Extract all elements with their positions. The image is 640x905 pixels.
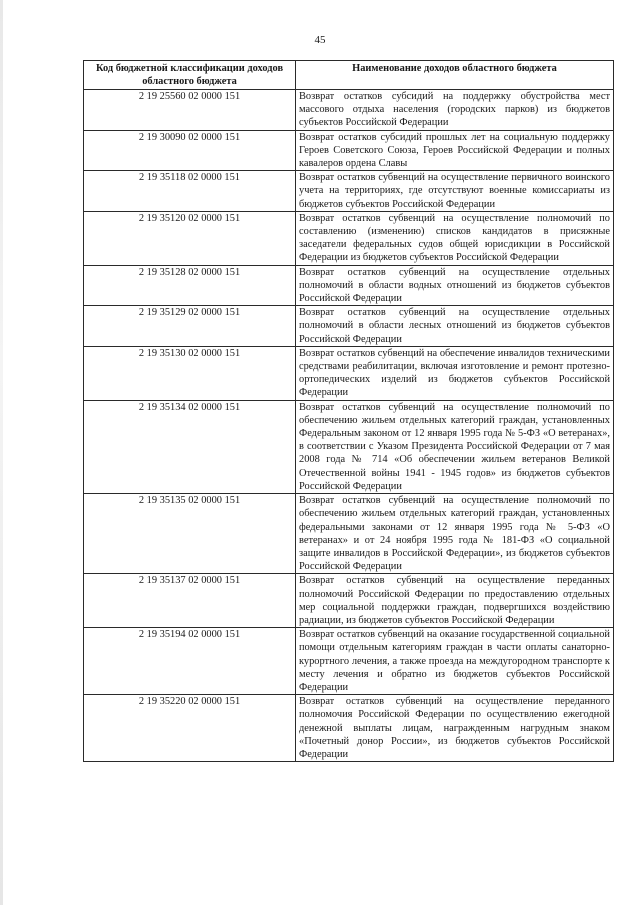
- table-row: [84, 400, 614, 493]
- table-row: [84, 265, 614, 306]
- budget-revenue-table: [83, 60, 614, 762]
- table-header-row: [84, 61, 614, 90]
- code-cell: 2 19 35134 02 0000 151: [84, 400, 296, 493]
- name-cell: Возврат остатков субвенций на осуществление полномочий по обеспечению жильем отдельных категорий граждан, установленных федеральными законами от 12 января 1995 года № 5-ФЗ «О ветеранах» и от 24 ноября 1995 года № 181-ФЗ «О социальной защите инвалидов в Российской Федерации», из бюджетов субъектов Российской Федерации: [296, 494, 614, 574]
- name-cell: Возврат остатков субвенций на осуществление отдельных полномочий в области водных отношений из бюджетов субъектов Российской Федерации: [296, 265, 614, 306]
- code-cell: 2 19 35220 02 0000 151: [84, 695, 296, 762]
- name-cell: Возврат остатков субсидий на поддержку обустройства мест массового отдыха населения (городских парков) из бюджетов субъектов Российской Федерации: [296, 90, 614, 131]
- table-row: [84, 628, 614, 695]
- name-cell: Возврат остатков субвенций на осуществление переданных полномочий Российской Федерации по предоставлению отдельных мер социальной поддержки граждан, подвергшихся воздействию радиации, из бюджетов субъектов Российской Федерации: [296, 574, 614, 628]
- code-cell: 2 19 25560 02 0000 151: [84, 90, 296, 131]
- table-row: [84, 211, 614, 265]
- table-row: [84, 306, 614, 347]
- header-code: Код бюджетной классификации доходов областного бюджета: [84, 61, 296, 90]
- table-row: [84, 494, 614, 574]
- code-cell: 2 19 35120 02 0000 151: [84, 211, 296, 265]
- code-cell: 2 19 35137 02 0000 151: [84, 574, 296, 628]
- code-cell: 2 19 35128 02 0000 151: [84, 265, 296, 306]
- name-cell: Возврат остатков субвенций на осуществление первичного воинского учета на территориях, где отсутствуют военные комиссариаты из бюджетов субъектов Российской Федерации: [296, 171, 614, 212]
- name-cell: Возврат остатков субвенций на обеспечение инвалидов техническими средствами реабилитации, включая изготовление и ремонт протезно-ортопедических изделий из бюджетов субъектов Российской Федерации: [296, 346, 614, 400]
- code-cell: 2 19 35118 02 0000 151: [84, 171, 296, 212]
- name-cell: Возврат остатков субвенций на осуществление отдельных полномочий в области лесных отношений из бюджетов субъектов Российской Федерации: [296, 306, 614, 347]
- name-cell: Возврат остатков субвенций на осуществление полномочий по составлению (изменению) списков кандидатов в присяжные заседатели федеральных судов общей юрисдикции в Российской Федерации из бюджетов субъектов Российской Федерации: [296, 211, 614, 265]
- table-row: [84, 695, 614, 762]
- scan-edge-shadow: [0, 0, 3, 905]
- name-cell: Возврат остатков субсидий прошлых лет на социальную поддержку Героев Советского Союза, Героев Российской Федерации и полных кавалеров ордена Славы: [296, 130, 614, 171]
- header-name: Наименование доходов областного бюджета: [296, 61, 614, 90]
- name-cell: Возврат остатков субвенций на оказание государственной социальной помощи отдельным категориям граждан в части оплаты санаторно-курортного лечения, а также проезда на междугородном транспорте к месту лечения и обратно из бюджетов субъектов Российской Федерации: [296, 628, 614, 695]
- table-row: [84, 130, 614, 171]
- table-row: [84, 346, 614, 400]
- code-cell: 2 19 30090 02 0000 151: [84, 130, 296, 171]
- code-cell: 2 19 35194 02 0000 151: [84, 628, 296, 695]
- code-cell: 2 19 35130 02 0000 151: [84, 346, 296, 400]
- table-row: [84, 90, 614, 131]
- name-cell: Возврат остатков субвенций на осуществление полномочий по обеспечению жильем отдельных категорий граждан, установленных Федеральным законом от 12 января 1995 года № 5-ФЗ «О ветеранах», в соответствии с Указом Президента Российской Федерации от 7 мая 2008 года № 714 «Об обеспечении жильем ветеранов Великой Отечественной войны 1941 - 1945 годов» из бюджетов субъектов Российской Федерации: [296, 400, 614, 493]
- table-row: [84, 574, 614, 628]
- name-cell: Возврат остатков субвенций на осуществление переданного полномочия Российской Федерации по осуществлению ежегодной денежной выплаты лицам, награжденным нагрудным знаком «Почетный донор России», из бюджетов субъектов Российской Федерации: [296, 695, 614, 762]
- code-cell: 2 19 35129 02 0000 151: [84, 306, 296, 347]
- table-row: [84, 171, 614, 212]
- code-cell: 2 19 35135 02 0000 151: [84, 494, 296, 574]
- page-number: 45: [314, 34, 326, 46]
